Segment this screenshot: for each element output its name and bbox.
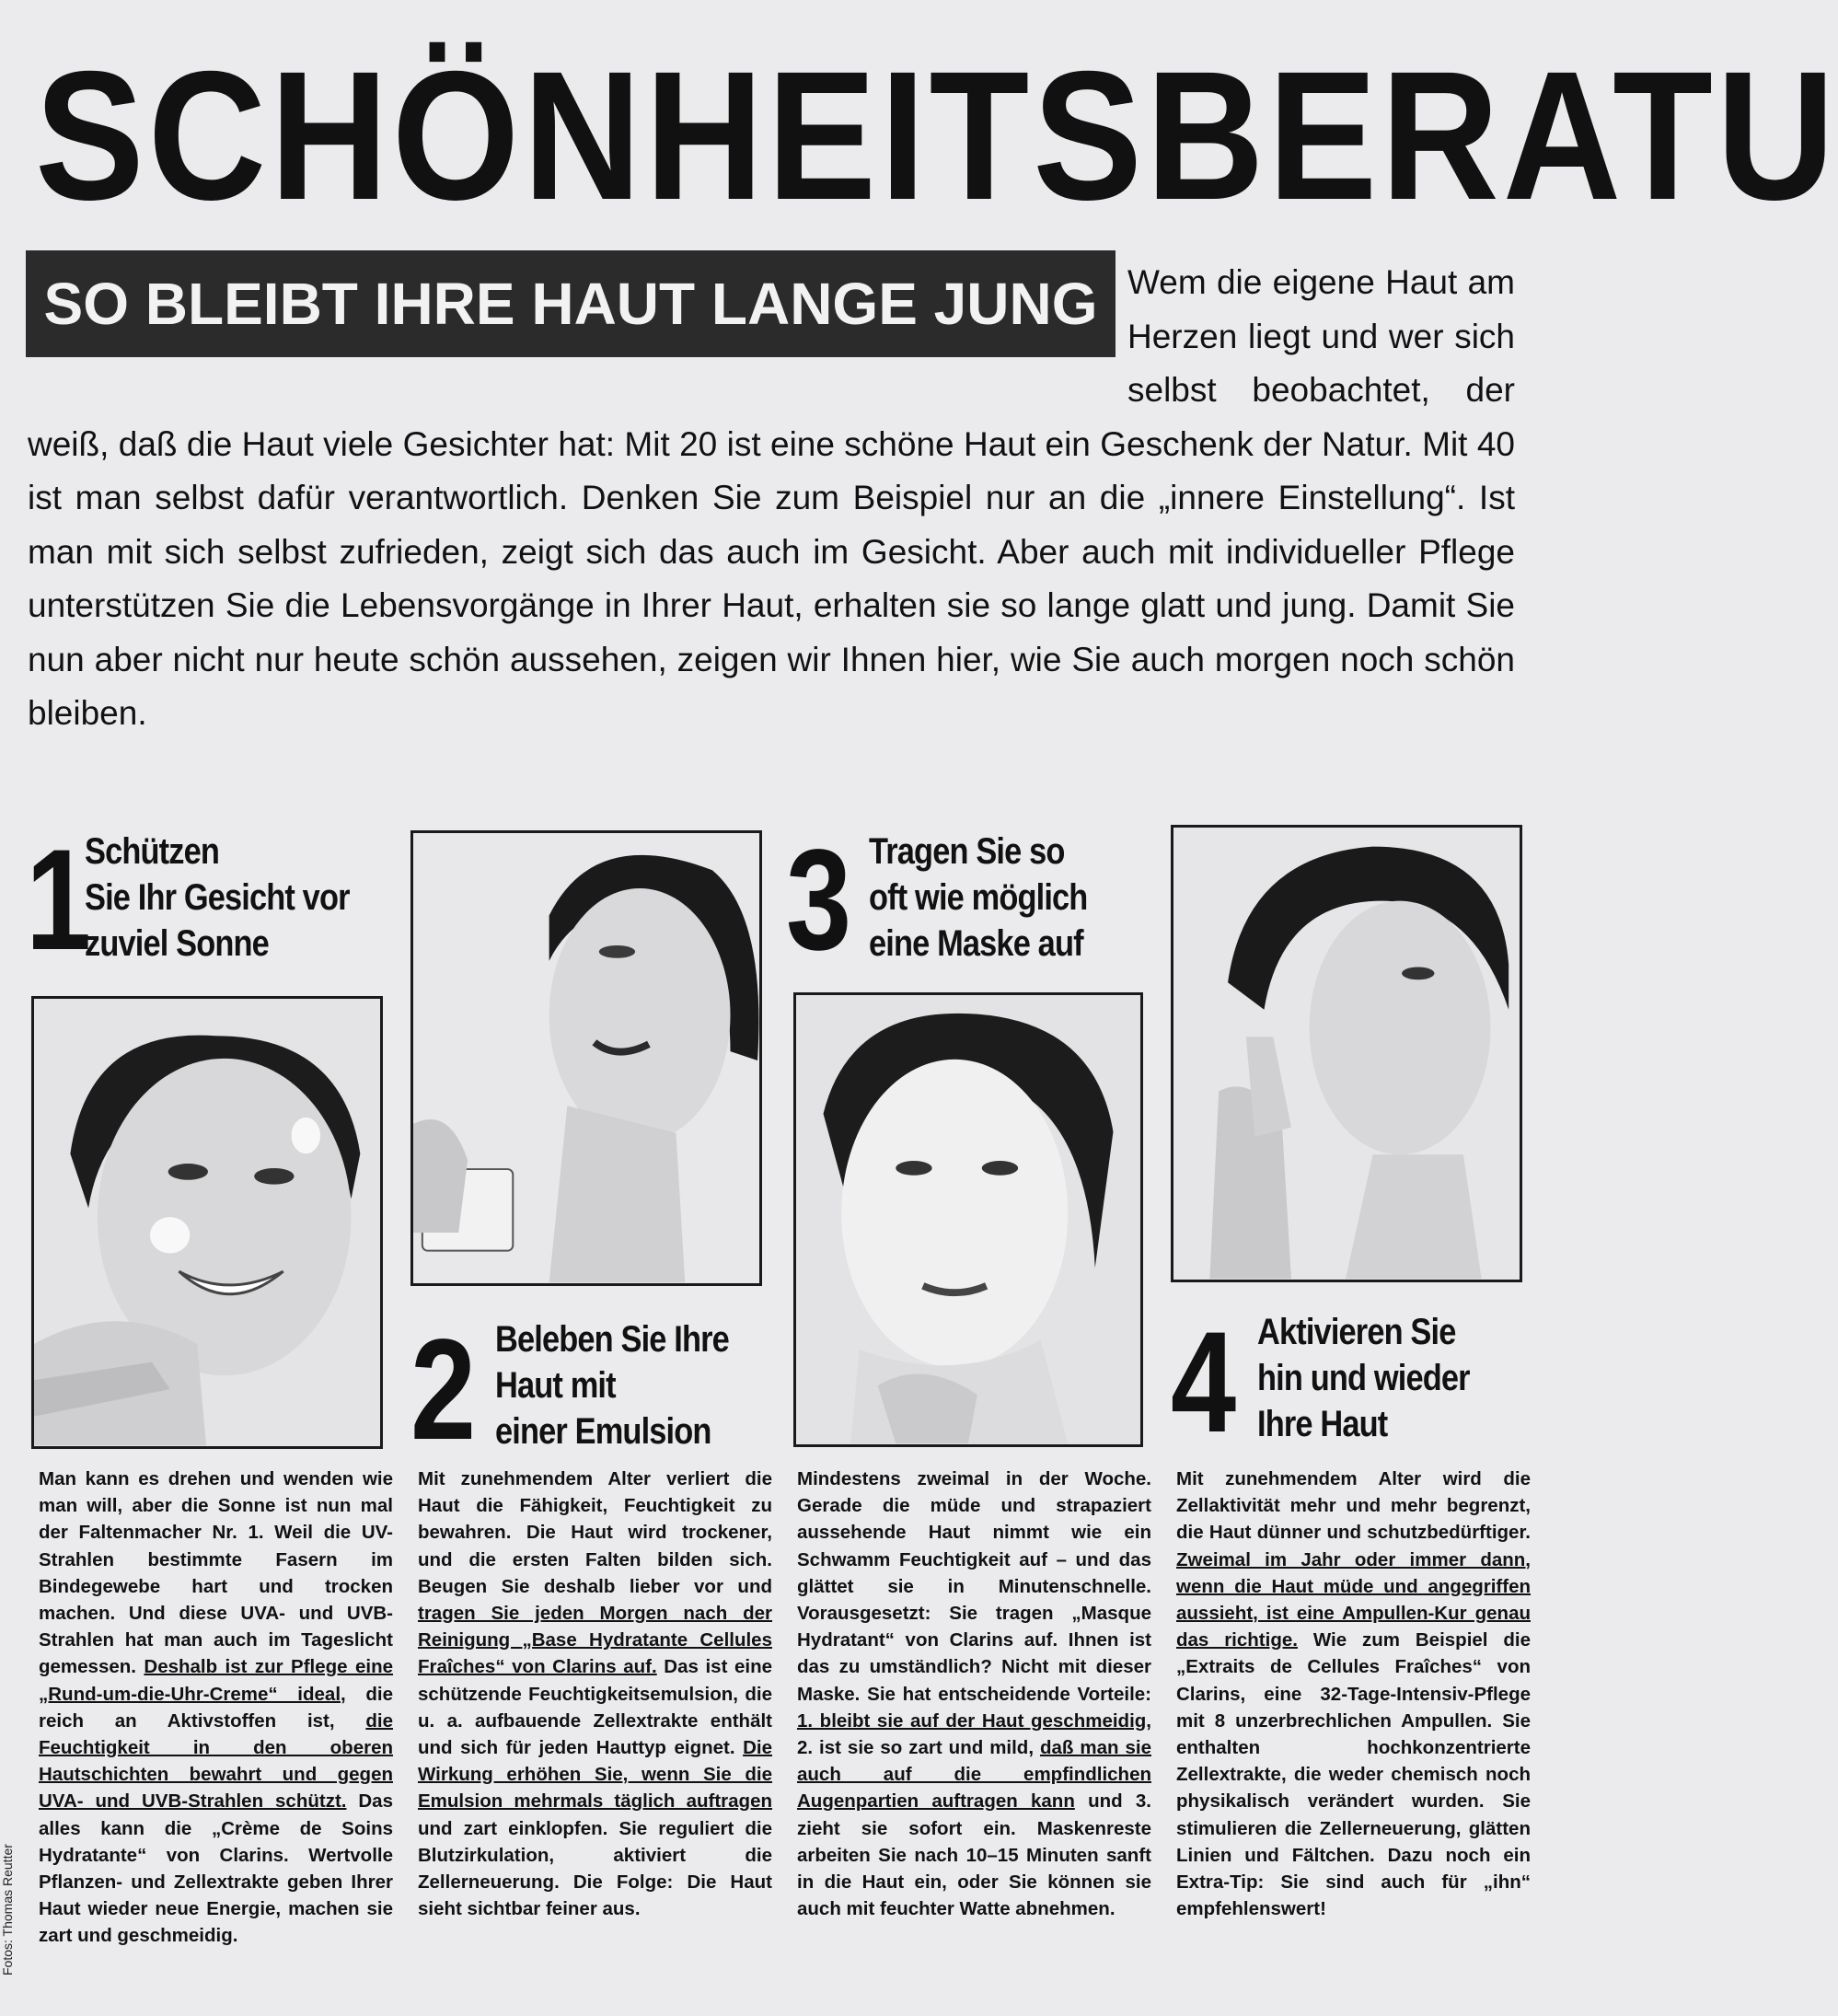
underlined-text-run: Deshalb ist zur Pflege eine „Rund-um-die-Uhr-Creme“ ideal, (39, 1656, 393, 1705)
step-1-title-line: zuviel Sonne (85, 923, 269, 964)
underlined-text-run: Die Wirkung erhöhen Sie, wenn Sie die Emulsion mehrmals täglich auftragen (418, 1737, 772, 1813)
text-run: 2. ist sie so zart und mild, (797, 1737, 1040, 1759)
page-headline: SCHÖNHEITSBERATU (35, 32, 1838, 238)
subhead-banner: SO BLEIBT IHRE HAUT LANGE JUNG (26, 250, 1116, 357)
text-run: und 3. zieht sie sofort ein. Maskenreste arbeiten Sie nach 10–15 Minuten sanft in die Haut ein, oder Sie können sie auch mit feuchter Watte abnehmen. (797, 1790, 1151, 1920)
step-2-body-text (418, 1466, 772, 1981)
step-2-number: 2 (410, 1310, 477, 1470)
underlined-text-run: die Feuchtigkeit in den oberen Hautschichten bewahrt und gegen UVA- und UVB-Strahlen schützt. (39, 1709, 393, 1813)
step-2-title-line: Beleben Sie Ihre (495, 1319, 729, 1360)
text-run: Wie zum Beispiel die „Extraits de Cellules Fraîches“ von Clarins, eine 32-Tage-Intensiv-Pflege mit 8 unzerbrechlichen Ampullen. Sie enthalten hochkonzentrierte Zellextrakte, die weder chemisch noch physikalisch verändert wurden. Sie stimulieren die Zellerneuerung, glätten Linien und Fältchen. Dazu noch ein Extra-Tip: Sie sind auch für „ihn“ empfehlenswert! (1176, 1629, 1531, 1920)
step-4-title-line: Aktivieren Sie (1257, 1312, 1456, 1352)
step-3-title-line: eine Maske auf (869, 923, 1083, 964)
step-4-title-line: Ihre Haut (1257, 1404, 1388, 1444)
step-3-number: 3 (786, 820, 852, 980)
step-1-body-text (39, 1466, 393, 1981)
text-run: Man kann es drehen und wenden wie man will, aber die Sonne ist nun mal der Faltenmacher Nr. 1. Weil die UV-Strahlen bestimmte Fasern im Bindegewebe hart und trocken machen. Und diese UVA- und UVB-Strahlen hat man auch im Tageslicht gemessen. (39, 1468, 393, 1678)
step-4-number: 4 (1171, 1303, 1237, 1463)
photo-step-4-woman-touching-neck (1171, 825, 1522, 1282)
text-run: die reich an Aktivstoffen ist, (39, 1683, 393, 1732)
text-run: Mit zunehmendem Alter wird die Zellaktivität mehr und mehr begrenzt, die Haut dünner und schutzbedürftiger. (1176, 1468, 1531, 1544)
step-3-title-line: Tragen Sie so (869, 831, 1065, 872)
text-run: Mit zunehmendem Alter verliert die Haut die Fähigkeit, Feuchtigkeit zu bewahren. Die Haut wird trockener, und die ersten Falten bilden sich. Beugen Sie deshalb lieber vor und (418, 1468, 772, 1597)
step-2-title-line: Haut mit (495, 1365, 616, 1406)
underlined-text-run: tragen Sie jeden Morgen nach der Reinigung „Base Hydratante Cellules Fraîches“ von Clarins auf. (418, 1603, 772, 1678)
step-2-title (495, 1316, 729, 1454)
intro-text: Wem die eigene Haut am Herzen liegt und wer sich selbst beobachtet, der weiß, daß die Haut viele Gesichter hat: Mit 20 ist eine schöne Haut ein Geschenk der Natur. Mit 40 ist man selbst dafür verantwortlich. Denken Sie zum Beispiel nur an die „innere Einstellung“. Ist man mit sich selbst zufrieden, zeigt sich das auch im Gesicht. Aber auch mit individueller Pflege unterstützen Sie die Lebensvorgänge in Ihrer Haut, erhalten sie so lange glatt und jung. Damit Sie nun aber nicht nur heute schön aussehen, zeigen wir Ihnen hier, wie Sie auch morgen noch schön bleiben. (28, 263, 1515, 732)
text-run: Mindestens zweimal in der Woche. Gerade die müde und strapaziert aussehende Haut nimmt wie ein Schwamm Feuchtigkeit auf – und das glättet sie in Minutenschnelle. Vorausgesetzt: Sie tragen „Masque Hydratant“ von Clarins auf. Ihnen ist das zu umständlich? Nicht mit dieser Maske. Sie hat entscheidende Vorteile: (797, 1468, 1151, 1705)
step-1-number: 1 (26, 820, 92, 980)
step-4-body-text (1176, 1466, 1531, 1981)
photo-illustration (413, 833, 759, 1283)
underlined-text-run: Zweimal im Jahr oder immer dann, wenn die Haut müde und angegriffen aussieht, ist eine Ampullen-Kur genau das richtige. (1176, 1548, 1531, 1651)
text-run: und zart einklopfen. Sie reguliert die Blutzirkulation, aktiviert die Zellerneuerung. Die Folge: Die Haut sieht sichtbar feiner aus. (418, 1817, 772, 1920)
step-1-title-line: Schützen (85, 831, 220, 872)
underlined-text-run: daß man sie auch auf die empfindlichen Augenpartien auftragen kann (797, 1737, 1151, 1813)
intro-float-spacer (28, 256, 1127, 370)
step-3-title (869, 828, 1087, 967)
photo-step-1-woman-smiling (31, 996, 383, 1449)
step-4-title (1257, 1309, 1470, 1447)
intro-paragraph (28, 256, 1515, 753)
photo-illustration (796, 995, 1140, 1444)
step-3-body-text (797, 1466, 1151, 1981)
photo-step-3-woman-with-mask (793, 992, 1143, 1447)
photo-illustration (1173, 828, 1520, 1280)
step-4-title-line: hin und wieder (1257, 1358, 1470, 1398)
step-2-title-line: einer Emulsion (495, 1411, 711, 1452)
photo-illustration (34, 999, 380, 1446)
underlined-text-run: 1. bleibt sie auf der Haut geschmeidig, (797, 1709, 1151, 1732)
text-run: Das alles kann die „Crème de Soins Hydratante“ von Clarins. Wertvolle Pflanzen- und Zellextrakte geben Ihrer Haut wieder neue Energie, machen sie zart und geschmeidig. (39, 1790, 393, 1947)
step-1-title-line: Sie Ihr Gesicht vor (85, 877, 350, 918)
photo-step-2-woman-with-jar (410, 830, 762, 1286)
step-1-title (85, 828, 350, 967)
text-run: Das ist eine schützende Feuchtigkeitsemulsion, die u. a. aufbauende Zellextrakte enthält und sich für jeden Hauttyp eignet. (418, 1656, 772, 1759)
photo-credit: Fotos: Thomas Reutter (0, 1844, 15, 1975)
step-3-title-line: oft wie möglich (869, 877, 1088, 918)
